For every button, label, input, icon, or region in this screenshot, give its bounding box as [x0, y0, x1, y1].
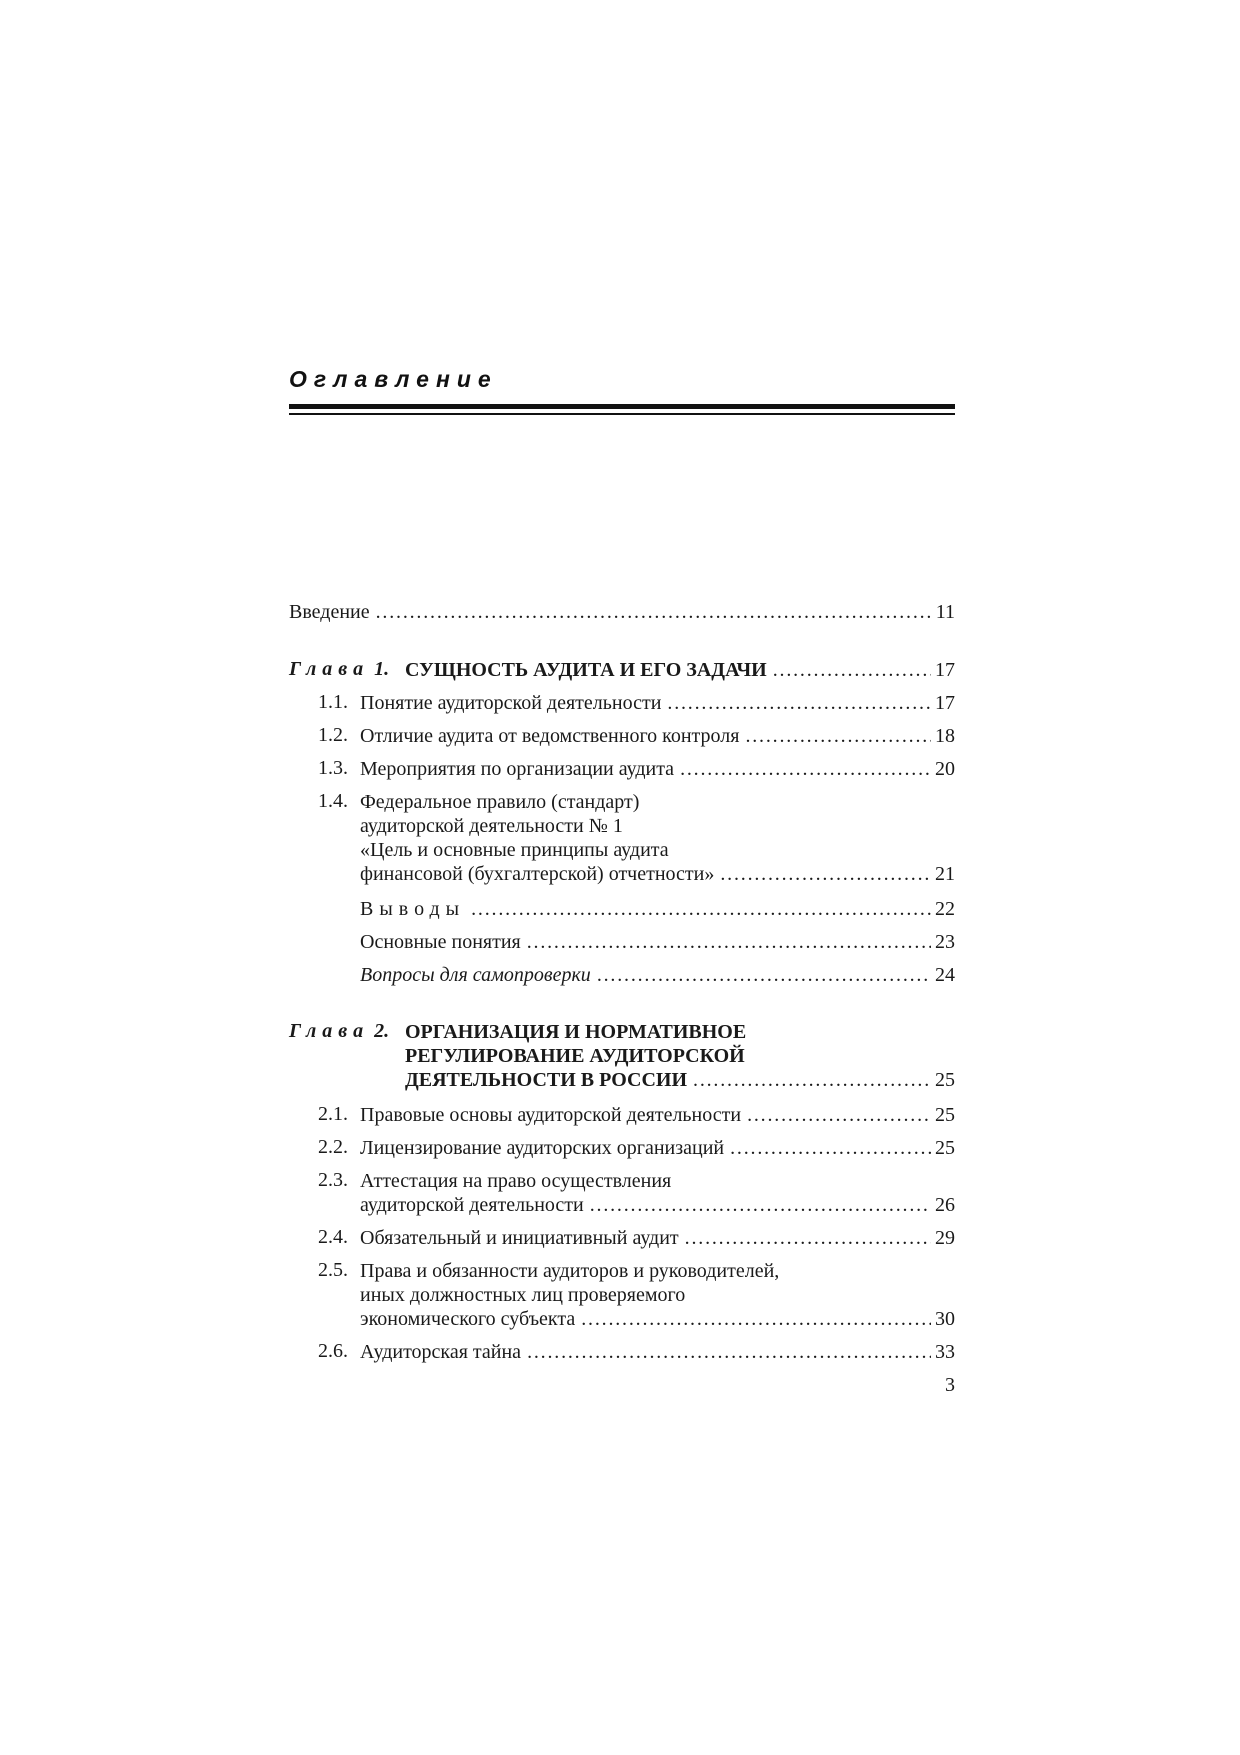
section-number: 1.4.: [318, 790, 348, 812]
section-title: Мероприятия по организации аудита: [360, 758, 675, 780]
heading-rule-thick: [289, 404, 955, 409]
dot-leader: [527, 1340, 931, 1364]
heading-rule-thin: [289, 413, 955, 415]
section-title: Лицензирование аудиторских организаций: [360, 1137, 725, 1159]
page-number: 25: [935, 1069, 955, 1091]
dot-leader: [597, 963, 931, 987]
section-title-line: Федеральное правило (стандарт): [360, 791, 640, 813]
section-title: Правовые основы аудиторской деятельности: [360, 1104, 742, 1126]
dot-leader: [680, 757, 931, 781]
section-title-line: финансовой (бухгалтерской) отчетности»: [360, 863, 715, 885]
page-folio: 3: [945, 1374, 955, 1396]
toc-entry-2-1[interactable]: [289, 1103, 955, 1127]
chapter-word: Глава: [289, 658, 370, 680]
chapter-title-line: ОРГАНИЗАЦИЯ И НОРМАТИВНОЕ: [405, 1021, 747, 1043]
section-number: 1.2.: [318, 724, 348, 746]
section-number: 1.3.: [318, 757, 348, 779]
page-number: 11: [935, 601, 955, 623]
entry-title: Введение: [289, 601, 370, 623]
section-number: 1.1.: [318, 691, 348, 713]
toc-entry-2-4[interactable]: [289, 1226, 955, 1250]
section-title-line: аудиторской деятельности № 1: [360, 815, 623, 837]
dot-leader: [581, 1307, 931, 1331]
chapter-number: 2.: [374, 1020, 390, 1042]
dot-leader: [720, 862, 931, 886]
dot-leader: [693, 1068, 931, 1092]
toc-entry-2-6[interactable]: [289, 1340, 955, 1364]
key-concepts-title: Основные понятия: [360, 931, 521, 953]
section-title: Аудиторская тайна: [360, 1341, 522, 1363]
toc-entry-2-3[interactable]: [289, 1169, 955, 1217]
section-number: 2.2.: [318, 1136, 348, 1158]
page-number: 29: [935, 1227, 955, 1249]
toc-entry-intro[interactable]: [289, 600, 955, 624]
section-title-line: Аттестация на право осуществления: [360, 1170, 672, 1192]
chapter-word: Глава: [289, 1020, 370, 1042]
section-title-line: экономического субъекта: [360, 1308, 576, 1330]
section-title: Отличие аудита от ведомственного контроля: [360, 725, 740, 747]
toc-entry-2-2[interactable]: [289, 1136, 955, 1160]
dot-leader: [590, 1193, 931, 1217]
page-number: 21: [935, 863, 955, 885]
section-title-line: «Цель и основные принципы аудита: [360, 839, 669, 861]
section-number: 2.4.: [318, 1226, 348, 1248]
section-title-line: Права и обязанности аудиторов и руководителей,: [360, 1260, 780, 1282]
toc-entry-chapter-2[interactable]: [289, 1020, 955, 1092]
section-title: Обязательный и инициативный аудит: [360, 1227, 679, 1249]
chapter-title-line: РЕГУЛИРОВАНИЕ АУДИТОРСКОЙ: [405, 1045, 745, 1067]
chapter-label: [289, 658, 405, 682]
dot-leader: [773, 658, 931, 682]
chapter-number: 1.: [374, 658, 390, 680]
page-number: 24: [935, 964, 955, 986]
page-number: 17: [935, 692, 955, 714]
page-number: 22: [935, 898, 955, 920]
toc-entry-2-5[interactable]: [289, 1259, 955, 1331]
section-number: 2.6.: [318, 1340, 348, 1362]
chapter-title-line: ДЕЯТЕЛЬНОСТИ В РОССИИ: [405, 1069, 688, 1091]
dot-leader: [745, 724, 931, 748]
page-number: 23: [935, 931, 955, 953]
page-number: 20: [935, 758, 955, 780]
page-number: 25: [935, 1137, 955, 1159]
section-title: Понятие аудиторской деятельности: [360, 692, 662, 714]
page-number: 25: [935, 1104, 955, 1126]
section-title-line: иных должностных лиц проверяемого: [360, 1284, 686, 1306]
chapter-title: СУЩНОСТЬ АУДИТА И ЕГО ЗАДАЧИ: [405, 659, 767, 681]
section-title-line: аудиторской деятельности: [360, 1194, 584, 1216]
conclusions-title: Выводы: [360, 898, 466, 920]
dot-leader: [376, 600, 932, 624]
chapter-label: [289, 1020, 405, 1092]
toc-entry-1-3[interactable]: [289, 757, 955, 781]
page-title: Оглавление: [289, 366, 498, 392]
dot-leader: [747, 1103, 931, 1127]
section-number: 2.3.: [318, 1169, 348, 1191]
section-number: 2.1.: [318, 1103, 348, 1125]
toc-entry-key-concepts[interactable]: [289, 930, 955, 954]
dot-leader: [667, 691, 931, 715]
dot-leader: [471, 897, 931, 921]
toc-entry-chapter-1[interactable]: [289, 658, 955, 682]
toc-entry-review-questions[interactable]: [289, 963, 955, 987]
page-number: 18: [935, 725, 955, 747]
page-number: 26: [935, 1194, 955, 1216]
review-questions-title: Вопросы для самопроверки: [360, 964, 591, 986]
page-number: 33: [935, 1341, 955, 1363]
toc-entry-1-1[interactable]: [289, 691, 955, 715]
toc-entry-conclusions[interactable]: [289, 897, 955, 921]
dot-leader: [527, 930, 931, 954]
section-number: 2.5.: [318, 1259, 348, 1281]
dot-leader: [730, 1136, 931, 1160]
dot-leader: [685, 1226, 931, 1250]
page-number: 17: [935, 659, 955, 681]
toc-entry-1-4[interactable]: [289, 790, 955, 886]
page-number: 30: [935, 1308, 955, 1330]
toc-entry-1-2[interactable]: [289, 724, 955, 748]
